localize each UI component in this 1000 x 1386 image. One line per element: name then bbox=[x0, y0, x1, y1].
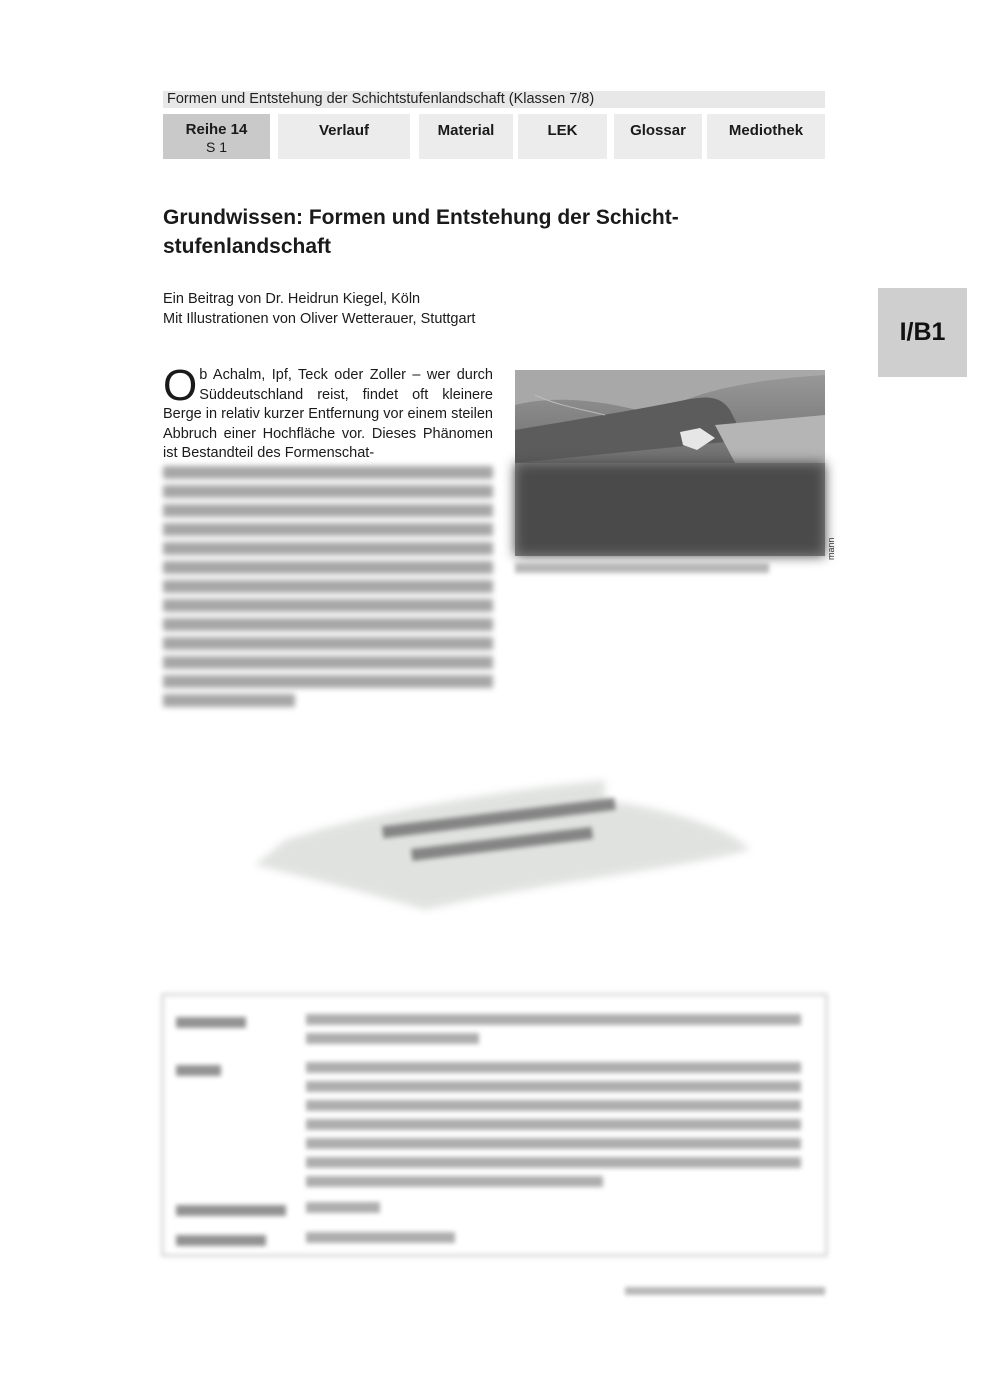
byline bbox=[163, 289, 475, 329]
tab-glossar[interactable]: Glossar bbox=[614, 114, 702, 159]
photo-caption-blurred bbox=[515, 563, 825, 573]
intro-text: b Achalm, Ipf, Teck oder Zoller – wer durch Süddeutschland reist, findet oft kleinere Berge in relativ kurzer Entfernung vor einem steilen Abbruch einer Hochfläche vor. Dieses Phänomen ist Bestandteil des Formenschat- bbox=[163, 367, 493, 461]
illustrator-line: Mit Illustrationen von Oliver Wetterauer, Stuttgart bbox=[163, 311, 476, 327]
tab-reihe-label: Reihe 14 bbox=[185, 121, 248, 138]
tab-lek[interactable]: LEK bbox=[518, 114, 607, 159]
info-box-blurred bbox=[161, 993, 828, 1257]
author-line: Ein Beitrag von Dr. Heidrun Kiegel, Köln bbox=[163, 291, 421, 307]
tab-verlauf[interactable]: Verlauf bbox=[278, 114, 410, 159]
blurred-article-text bbox=[163, 463, 493, 713]
footer-blurred bbox=[625, 1287, 825, 1295]
tab-reihe[interactable] bbox=[163, 114, 270, 159]
tab-mediothek[interactable]: Mediothek bbox=[707, 114, 825, 159]
tab-material[interactable]: Material bbox=[419, 114, 513, 159]
drop-cap: O bbox=[163, 361, 198, 410]
photo-credit: mann bbox=[826, 537, 836, 560]
blurred-photo-section bbox=[515, 463, 825, 556]
section-code-tab: I/B1 bbox=[878, 288, 967, 377]
tab-reihe-page: S 1 bbox=[205, 139, 227, 155]
page-title: Grundwissen: Formen und Entstehung der Schicht- stufenlandschaft bbox=[163, 206, 679, 258]
series-title: Formen und Entstehung der Schichtstufenlandschaft (Klassen 7/8) bbox=[163, 91, 825, 108]
intro-paragraph bbox=[163, 361, 493, 464]
